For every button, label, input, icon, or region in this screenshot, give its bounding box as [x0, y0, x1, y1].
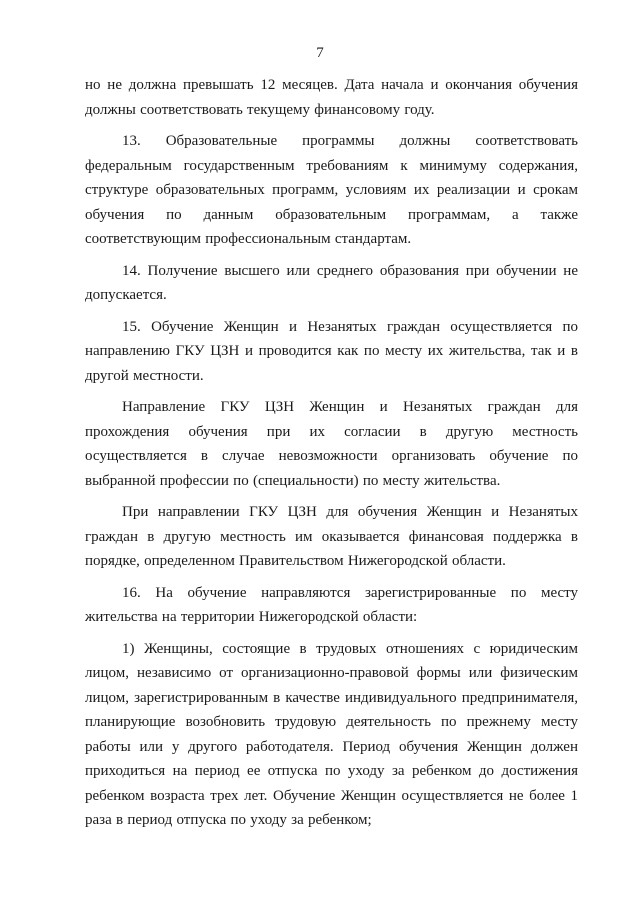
- paragraph-15-direction: Направление ГКУ ЦЗН Женщин и Незанятых граждан для прохождения обучения при их согласии в другую местность осуществляется в случае невозможности организовать обучение по выбранной профессии по (специальности) по месту жительства.: [85, 399, 578, 489]
- paragraph-15-financial-support: При направлении ГКУ ЦЗН для обучения Женщин и Незанятых граждан в другую местность им оказывается финансовая поддержка в порядке, определенном Правительством Нижегородской области.: [85, 504, 578, 569]
- document-body: [85, 73, 578, 840]
- paragraph-continuation: но не должна превышать 12 месяцев. Дата начала и окончания обучения должны соответствовать текущему финансовому году.: [85, 77, 578, 118]
- paragraph-15: 15. Обучение Женщин и Незанятых граждан осуществляется по направлению ГКУ ЦЗН и проводится как по месту их жительства, так и в другой местности.: [85, 318, 578, 384]
- paragraph-13: 13. Образовательные программы должны соответствовать федеральным государственным требованиям к минимуму содержания, структуре образовательных программ, условиям их реализации и срокам обучения по данным образовательным программам, а также соответствующим профессиональным стандартам.: [85, 133, 578, 247]
- paragraph-16-item-1: 1) Женщины, состоящие в трудовых отношениях с юридическим лицом, независимо от организационно-правовой формы или физическим лицом, зарегистрированным в качестве индивидуального предпринимателя, планирующие возобновить трудовую деятельность по прежнему месту работы или у другого работодателя. Период обучения Женщин должен приходиться на период ее отпуска по уходу за ребенком до достижения ребенком возраста трех лет. Обучение Женщин осуществляется не более 1 раза в период отпуска по уходу за ребенком;: [85, 640, 578, 828]
- paragraph-16: 16. На обучение направляются зарегистрированные по месту жительства на территории Нижегородской области:: [85, 584, 578, 625]
- paragraph-14: 14. Получение высшего или среднего образования при обучении не допускается.: [85, 262, 578, 303]
- page-number: 7: [316, 45, 324, 61]
